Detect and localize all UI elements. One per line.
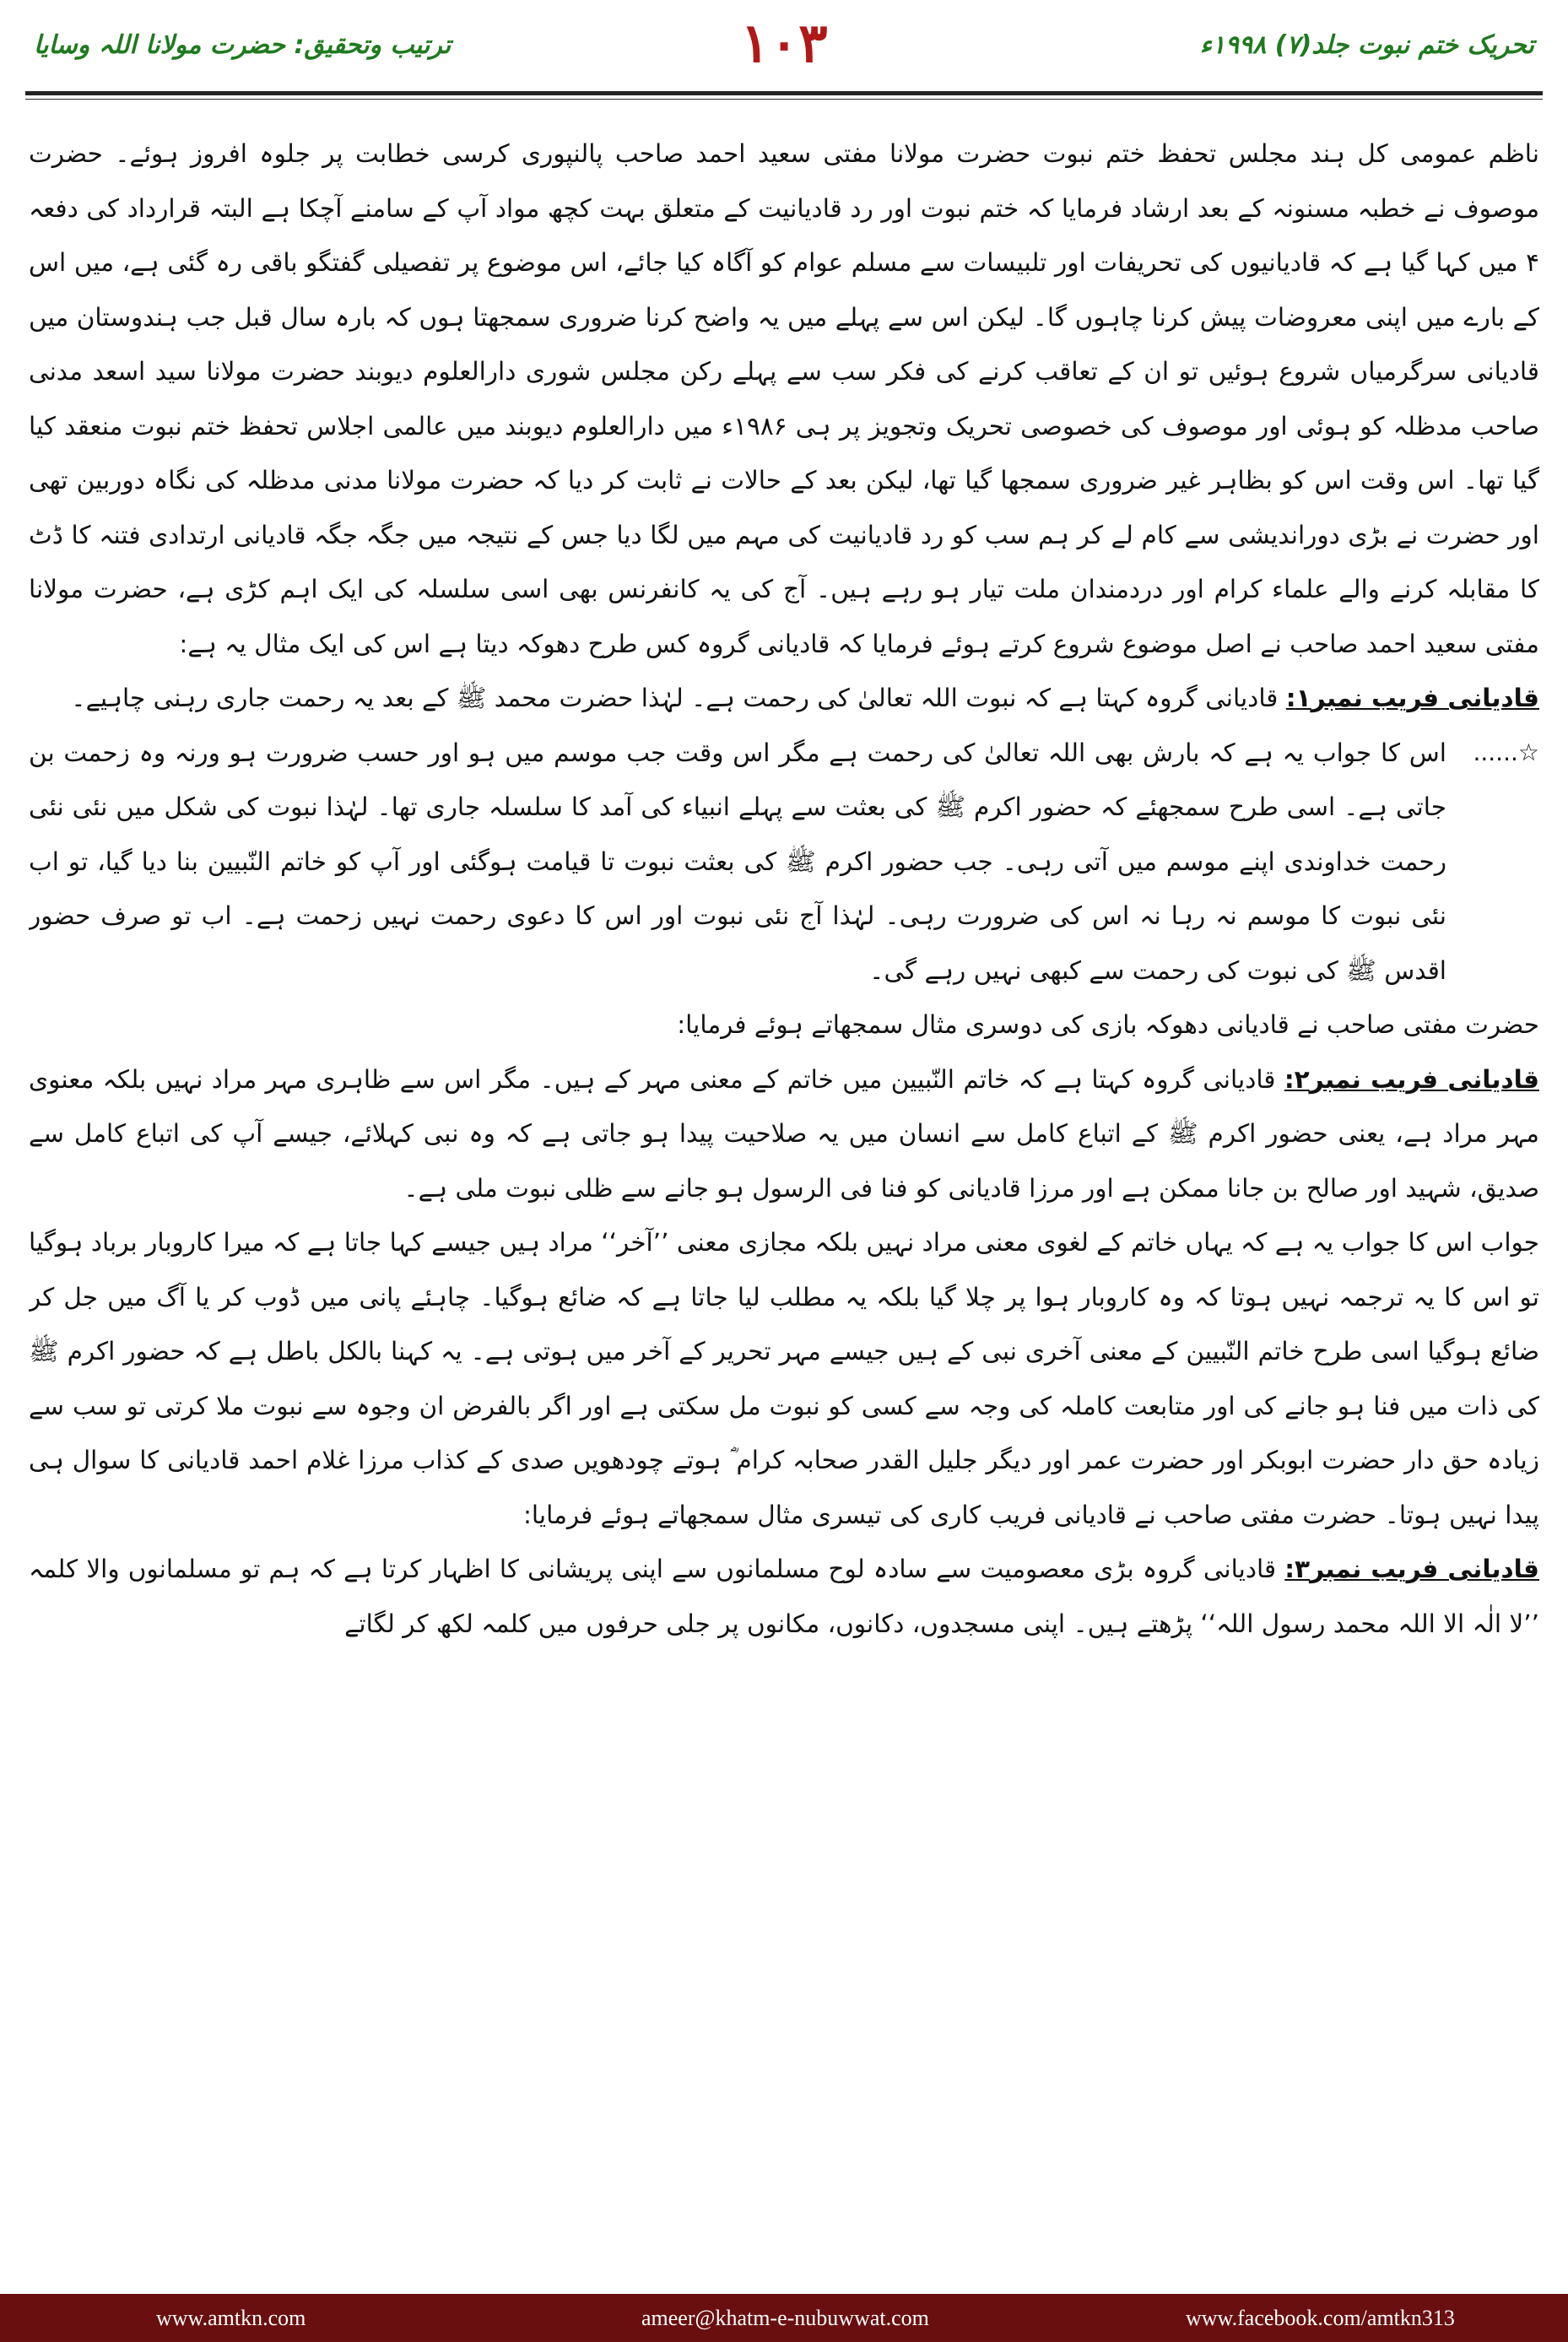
deception-3-label: قادیانی فریب نمبر۳:	[1284, 1555, 1539, 1583]
header-divider	[25, 91, 1543, 95]
star-bullet-icon: ☆......	[1473, 738, 1539, 766]
deception-2-text: قادیانی گروہ کہتا ہے کہ خاتم النّبیین میں خاتم کے معنی مہر کے ہیں۔ مگر اس سے ظاہری مہر مراد نہیں بلکہ معنوی مہر مراد ہے، یعنی حضور اکرم ﷺ کے اتباع کامل سے انسان میں یہ صلاحیت پیدا ہو جاتی ہے کہ وہ نبی کہلائے، جیسے آپ کی اتباع کامل سے صدیق، شہید اور صالح بن جانا ممکن ہے اور مرزا قادیانی کو فنا فی الرسول ہو جانے سے ظلی نبوت ملی ہے۔	[29, 1064, 1539, 1203]
header-divider-thin	[25, 99, 1543, 100]
deception-1	[29, 671, 1539, 726]
deception-1-text: قادیانی گروہ کہتا ہے کہ نبوت اللہ تعالیٰ کی رحمت ہے۔ لہٰذا حضرت محمد ﷺ کے بعد یہ رحمت جاری رہنی چاہیے۔	[71, 684, 1286, 712]
intro-paragraph: ناظم عمومی کل ہند مجلس تحفظ ختم نبوت حضرت مولانا مفتی سعید احمد صاحب پالنپوری کرسی خطابت پر جلوہ افروز ہوئے۔ حضرت موصوف نے خطبہ مسنونہ کے بعد ارشاد فرمایا کہ ختم نبوت اور رد قادیانیت کے متعلق بہت کچھ مواد آپ کے سامنے آچکا ہے البتہ قرارداد کی دفعہ ۴ میں کہا گیا ہے کہ قادیانیوں کی تحریفات اور تلبیسات سے مسلم عوام کو آگاہ کیا جائے، اس موضوع پر تفصیلی گفتگو باقی رہ گئی ہے، میں اس کے بارے میں اپنی معروضات پیش کرنا چاہوں گا۔ لیکن اس سے پہلے میں یہ واضح کرنا ضروری سمجھتا ہوں کہ بارہ سال قبل جب ہندوستان میں قادیانی سرگرمیاں شروع ہوئیں تو ان کے تعاقب کرنے کی فکر سب سے پہلے رکن مجلس شوری دارالعلوم دیوبند حضرت مولانا سید اسعد مدنی صاحب مدظلہ کو ہوئی اور موصوف کی خصوصی تحریک وتجویز پر ہی ۱۹۸۶ء میں دارالعلوم دیوبند میں عالمی اجلاس تحفظ ختم نبوت منعقد کیا گیا تھا۔ اس وقت اس کو بظاہر غیر ضروری سمجھا گیا تھا، لیکن بعد کے حالات نے ثابت کر دیا کہ حضرت مولانا مدنی مدظلہ کی نگاہ دوربین تھی اور حضرت نے بڑی دوراندیشی سے کام لے کر ہم سب کو رد قادیانیت کی مہم میں لگا دیا جس کے نتیجہ میں جگہ جگہ قادیانی ارتدادی فتنہ کا ڈٹ کا مقابلہ کرنے والے علماء کرام اور دردمندان ملت تیار ہو رہے ہیں۔ آج کی یہ کانفرنس بھی اسی سلسلہ کی ایک اہم کڑی ہے، حضرت مولانا مفتی سعید احمد صاحب نے اصل موضوع شروع کرتے ہوئے فرمایا کہ قادیانی گروہ کس طرح دھوکہ دیتا ہے اس کی ایک مثال یہ ہے:	[29, 139, 1539, 658]
page-number: ۱۰۳	[740, 12, 828, 75]
deception-3	[29, 1542, 1539, 1651]
footer-website-link[interactable]: www.amtkn.com	[156, 2306, 306, 2330]
answer-1-text: اس کا جواب یہ ہے کہ بارش بھی اللہ تعالیٰ کی رحمت ہے مگر اس وقت جب موسم میں ہو اور حسب ضرورت ہو ورنہ وہ زحمت بن جاتی ہے۔ اسی طرح سمجھئے کہ حضور اکرم ﷺ کی بعثت سے پہلے انبیاء کی آمد کا سلسلہ جاری تھا۔ لہٰذا نبوت کی شکل میں نئی نئی رحمت خداوندی اپنے موسم میں آتی رہی۔ جب حضور اکرم ﷺ کی بعثت نبوت تا قیامت ہوگئی اور آپ کو خاتم النّبیین بنا دیا گیا، تو اب نئی نبوت کا موسم نہ رہا نہ اس کی ضرورت رہی۔ لہٰذا آج نئی نبوت اور اس کا دعوی رحمت نہیں زحمت ہے۔ اب تو صرف حضور اقدس ﷺ کی نبوت کی رحمت سے کبھی نہیں رہے گی۔	[29, 738, 1446, 985]
footer-facebook-link[interactable]: www.facebook.com/amtkn313	[1186, 2306, 1455, 2330]
page-header	[0, 0, 1568, 108]
footer-email-link[interactable]: ameer@khatm-e-nubuwwat.com	[641, 2306, 929, 2330]
page-footer	[0, 2294, 1568, 2342]
transition-2: حضرت مفتی صاحب نے قادیانی دھوکہ بازی کی دوسری مثال سمجھاتے ہوئے فرمایا:	[677, 1010, 1539, 1039]
deception-2-label: قادیانی فریب نمبر۲:	[1284, 1064, 1539, 1094]
answer-1	[29, 726, 1539, 998]
book-title: تحریک ختم نبوت جلد(۷) ۱۹۹۸ء	[1199, 30, 1534, 60]
compiler-credit: ترتیب وتحقیق: حضرت مولانا اللہ وسایا	[34, 30, 451, 60]
deception-2	[29, 1052, 1539, 1216]
deception-1-label: قادیانی فریب نمبر۱:	[1285, 684, 1539, 712]
answer-2: جواب اس کا جواب یہ ہے کہ یہاں خاتم کے لغوی معنی مراد نہیں بلکہ مجازی معنی ’’آخر‘‘ مراد ہیں جیسے کہا جاتا ہے کہ میرا کاروبار برباد ہوگیا تو اس کا یہ ترجمہ نہیں ہوتا کہ وہ کاروبار ہوا پر چلا گیا بلکہ یہ مطلب لیا جاتا ہے کہ ضائع ہوگیا۔ چاہئے پانی میں ڈوب کر یا آگ میں جل کر ضائع ہوگیا اسی طرح خاتم النّبیین کے معنی آخری نبی کے ہیں جیسے مہر تحریر کے آخر میں ہوتی ہے۔ یہ کہنا بالکل باطل ہے کہ حضور اکرم ﷺ کی ذات میں فنا ہو جانے کی اور متابعت کاملہ کی وجہ سے کسی کو نبوت مل سکتی ہے اور اگر بالفرض ان وجوہ سے نبوت ملا کرتی تو سب سے زیادہ حق دار حضرت ابوبکر اور حضرت عمر اور دیگر جلیل القدر صحابہ کرام ؓ ہوتے چودھویں صدی کے کذاب مرزا غلام احمد قادیانی کا سوال ہی پیدا نہیں ہوتا۔ حضرت مفتی صاحب نے قادیانی فریب کاری کی تیسری مثال سمجھاتے ہوئے فرمایا:	[29, 1228, 1539, 1529]
deception-3-text: قادیانی گروہ بڑی معصومیت سے سادہ لوح مسلمانوں سے اپنی پریشانی کا اظہار کرتا ہے کہ ہم تو مسلمانوں والا کلمہ ’’لا الٰہ الا اللہ محمد رسول اللہ‘‘ پڑھتے ہیں۔ اپنی مسجدوں، دکانوں، مکانوں پر جلی حرفوں میں کلمہ لکھ کر لگاتے	[29, 1555, 1539, 1638]
page-body	[29, 127, 1539, 2270]
